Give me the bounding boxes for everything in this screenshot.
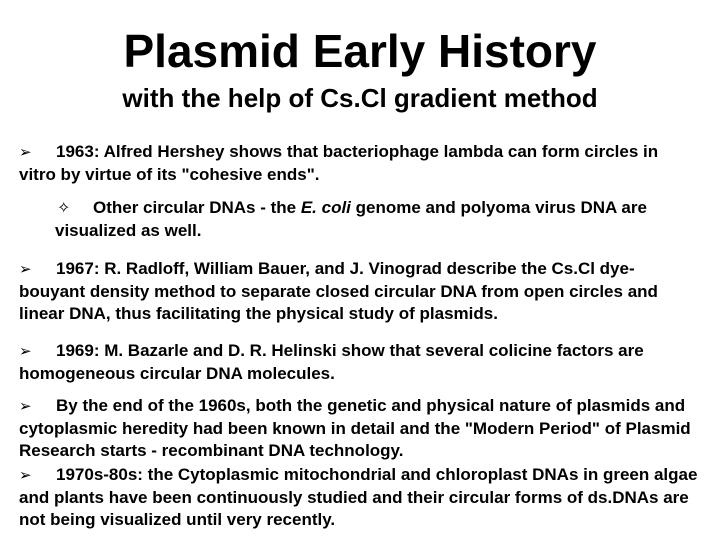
bullet-point-1960s [19, 395, 699, 462]
star-bullet-icon: ✧ [57, 200, 71, 217]
species-name-italic: E. coli [300, 198, 351, 217]
arrow-bullet-icon: ➢ [19, 467, 32, 484]
slide-title: Plasmid Early History [123, 25, 597, 77]
bullet-point-1963 [19, 141, 699, 186]
bullet-text: 1963: Alfred Hershey shows that bacteriophage lambda can form circles in vitro by virtue of its "cohesive ends". [19, 142, 659, 184]
bullet-text: By the end of the 1960s, both the genetic and physical nature of plasmids and cytoplasmic heredity had been known in detail and the "Modern Period" of Plasmid Research starts - recombinant DNA technology. [19, 396, 691, 460]
bullet-point-1967 [19, 258, 699, 325]
arrow-bullet-icon: ➢ [19, 144, 32, 161]
sub-bullet-text-start: Other circular DNAs - the [93, 198, 301, 217]
bullet-text: 1969: M. Bazarle and D. R. Helinski show that several colicine factors are homogeneous circular DNA molecules. [19, 341, 644, 383]
arrow-bullet-icon: ➢ [19, 343, 32, 360]
bullet-text: 1967: R. Radloff, William Bauer, and J. Vinograd describe the Cs.Cl dye-bouyant density method to separate closed circular DNA from open circles and linear DNA, thus facilitating the physical study of plasmids. [19, 259, 658, 323]
sub-bullet-text-end: genome and polyoma virus DNA are visualized as well. [55, 198, 647, 240]
bullet-point-1969 [19, 340, 699, 385]
bullet-point-1970s-80s [19, 464, 699, 531]
bullet-text: 1970s-80s: the Cytoplasmic mitochondrial and chloroplast DNAs in green algae and plants have been continuously studied and their circular forms of ds.DNAs are not being visualized until very recently. [19, 465, 698, 529]
sub-bullet-circular-dnas [55, 197, 695, 242]
arrow-bullet-icon: ➢ [19, 398, 32, 415]
slide-subtitle: with the help of Cs.Cl gradient method [122, 83, 598, 113]
arrow-bullet-icon: ➢ [19, 261, 32, 278]
